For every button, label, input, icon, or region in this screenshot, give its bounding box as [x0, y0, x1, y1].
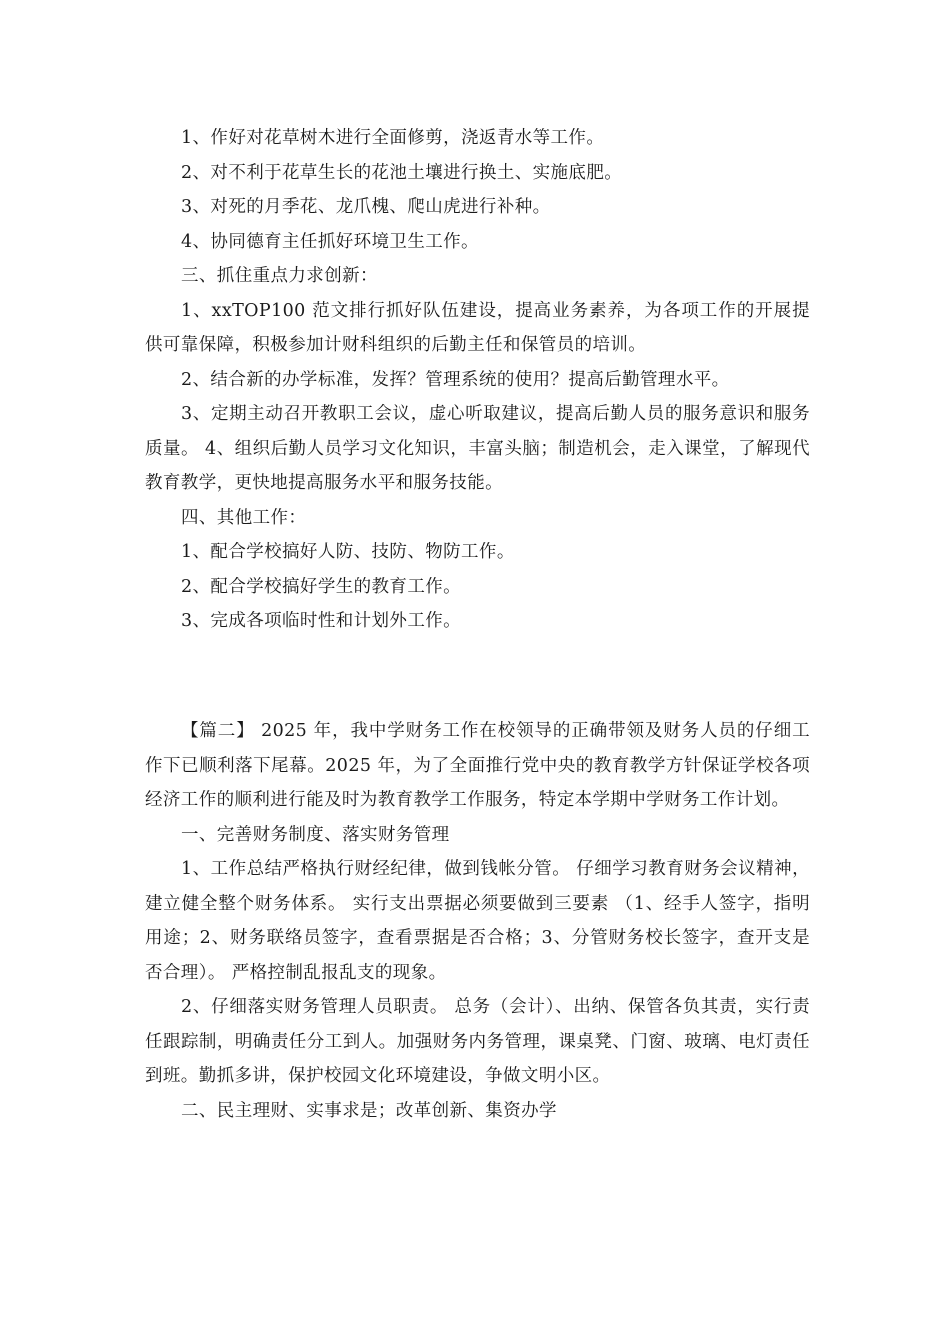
- section-heading: 四、其他工作：: [181, 507, 307, 528]
- paragraph: 3、定期主动召开教职工会议，虚心听取建议，提高后勤人员的服务意识和服务质量。 4、组织后勤人员学习文化知识，丰富头脑；制造机会，走入课堂，了解现代教育教学，更快地提高服务水平和服务技能。: [145, 404, 810, 493]
- paragraph: 1、工作总结严格执行财经纪律，做到钱帐分管。 仔细学习教育财务会议精神，建立健全整个财务体系。 实行支出票据必须要做到三要素 （1、经手人签字，指明用途；2、财务联络员签字，查看票据是否合格；3、分管财务校长签字，查开支是否合理）。 严格控制乱报乱支的现象。: [145, 859, 810, 983]
- work-plan-section-continued: [145, 121, 810, 639]
- section-heading: 三、抓住重点力求创新：: [181, 266, 378, 286]
- paragraph: 4、协同德育主任抓好环境卫生工作。: [181, 231, 479, 252]
- paragraph: 3、完成各项临时性和计划外工作。: [181, 611, 462, 631]
- paragraph: 3、对死的月季花、龙爪槐、爬山虎进行补种。: [181, 197, 551, 217]
- intro-paragraph: 【篇二】 2025 年，我中学财务工作在校领导的正确带领及财务人员的仔细工作下已顺利落下尾幕。2025 年，为了全面推行党中央的教育教学方针保证学校各项经济工作的顺利进行能及时为教育教学工作服务，特定本学期中学财务工作计划。: [145, 721, 810, 810]
- paragraph: 2、对不利于花草生长的花池土壤进行换土、实施底肥。: [181, 162, 623, 183]
- finance-plan-section: [145, 714, 810, 1128]
- paragraph: 1、配合学校搞好人防、技防、物防工作。: [181, 542, 515, 562]
- paragraph: 2、仔细落实财务管理人员职责。 总务（会计）、出纳、保管各负其责，实行责任跟踪制，明确责任分工到人。加强财务内务管理，课桌凳、门窗、玻璃、电灯责任到班。勤抓多讲，保护校园文化环境建设，争做文明小区。: [145, 997, 810, 1086]
- paragraph: 1、作好对花草树木进行全面修剪，浇返青水等工作。: [181, 128, 605, 148]
- paragraph: 2、配合学校搞好学生的教育工作。: [181, 576, 462, 597]
- section-heading: 二、民主理财、实事求是；改革创新、集资办学: [181, 1100, 557, 1121]
- paragraph: 2、结合新的办学标准，发挥？管理系统的使用？提高后勤管理水平。: [181, 369, 730, 390]
- paragraph: 1、xxTOP100 范文排行抓好队伍建设，提高业务素养，为各项工作的开展提供可靠保障，积极参加计财科组织的后勤主任和保管员的培训。: [145, 300, 810, 355]
- section-heading: 一、完善财务制度、落实财务管理: [181, 824, 450, 845]
